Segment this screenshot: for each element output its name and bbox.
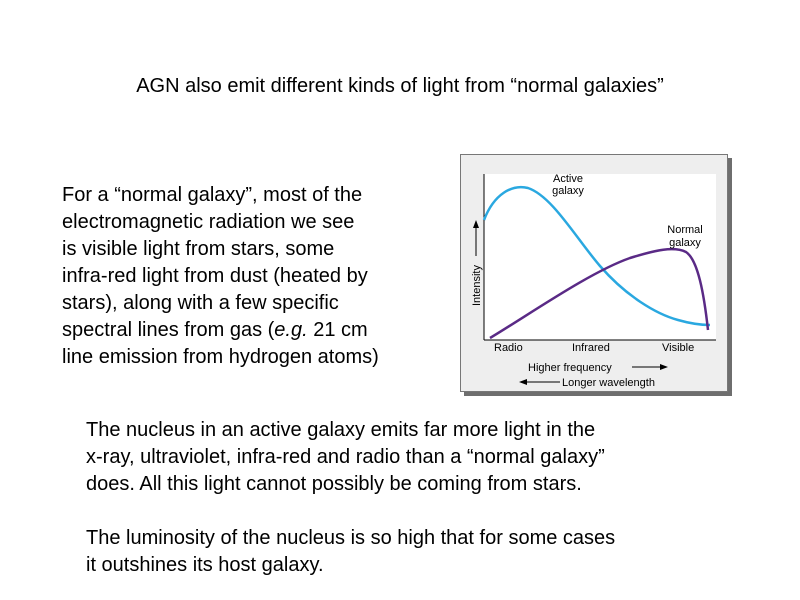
description-text: 21 cm <box>307 319 368 341</box>
paragraph-line: x-ray, ultraviolet, infra-red and radio than a “normal galaxy” <box>86 446 605 468</box>
paragraph-line: does. All this light cannot possibly be coming from stars. <box>86 473 582 495</box>
description-line: stars), along with a few specific <box>62 292 339 314</box>
x-tick-radio: Radio <box>494 342 523 354</box>
spectrum-diagram <box>460 154 734 398</box>
description-line: For a “normal galaxy”, most of the <box>62 184 363 206</box>
description-text: spectral lines from gas ( <box>62 319 275 341</box>
paragraph-line: it outshines its host galaxy. <box>86 554 324 576</box>
longer-wavelength-label: Longer wavelength <box>562 377 655 389</box>
higher-frequency-label: Higher frequency <box>528 362 612 374</box>
active-nucleus-paragraph <box>86 417 766 498</box>
normal-galaxy-description <box>62 182 454 371</box>
plot-area <box>484 174 716 340</box>
paragraph-line: The luminosity of the nucleus is so high that for some cases <box>86 527 616 549</box>
x-tick-visible: Visible <box>662 342 695 354</box>
x-tick-infrared: Infrared <box>572 342 610 354</box>
description-line: is visible light from stars, some <box>62 238 335 260</box>
description-line: line emission from hydrogen atoms) <box>62 346 379 368</box>
description-line <box>62 317 454 344</box>
active-galaxy-label: Active <box>553 173 583 185</box>
description-line: electromagnetic radiation we see <box>62 211 355 233</box>
description-line: infra-red light from dust (heated by <box>62 265 368 287</box>
paragraph-line: The nucleus in an active galaxy emits far more light in the <box>86 419 596 441</box>
spectrum-figure <box>460 154 734 398</box>
description-emphasis: e.g. <box>274 319 308 341</box>
active-galaxy-label: galaxy <box>552 185 584 197</box>
slide-title: AGN also emit different kinds of light from “normal galaxies” <box>136 75 664 97</box>
normal-galaxy-label: Normal <box>667 224 703 236</box>
normal-galaxy-label: galaxy <box>669 237 701 249</box>
luminosity-paragraph <box>86 525 766 579</box>
y-axis-label: Intensity <box>471 265 483 306</box>
